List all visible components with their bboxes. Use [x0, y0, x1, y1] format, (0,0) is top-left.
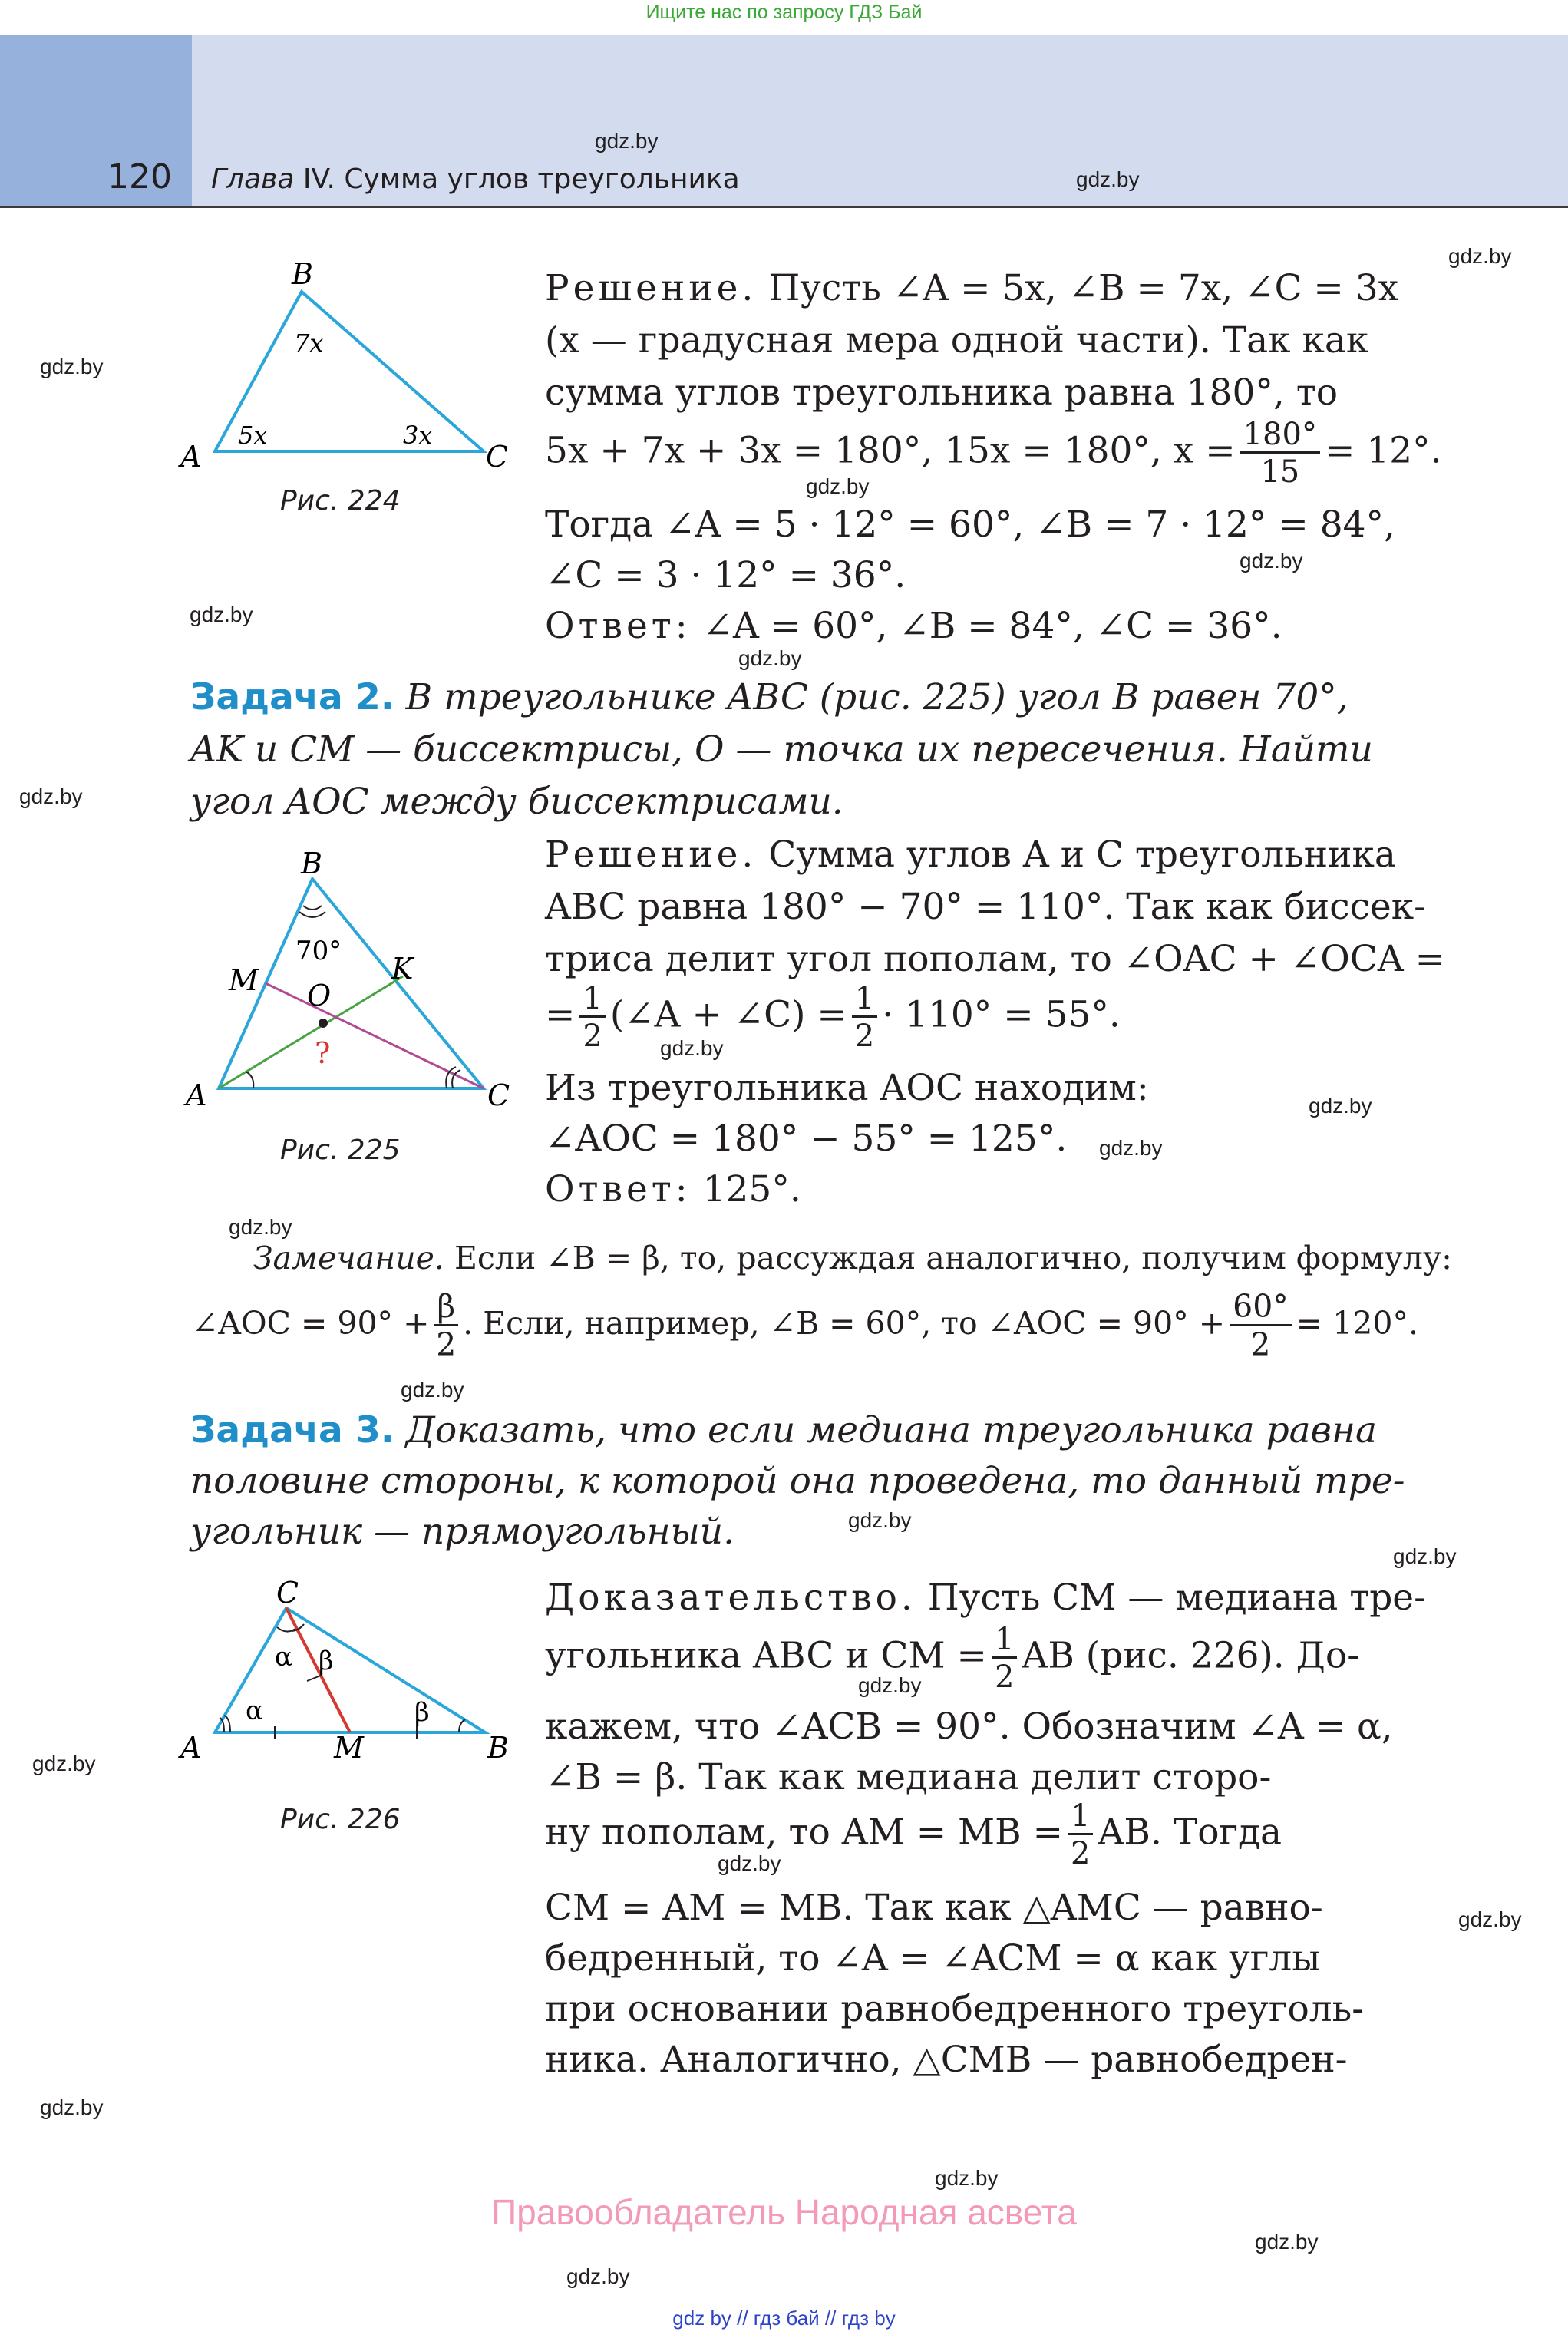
- watermark: gdz.by: [935, 2166, 999, 2190]
- svg-text:O: O: [307, 979, 332, 1012]
- task3-statement: Задача 3. Доказать, что если медиана треугольника равна половине стороны, к которой она проведена, то данный тре- угольник — прямоугольный.: [190, 1409, 1405, 1553]
- watermark: gdz.by: [19, 784, 83, 808]
- watermark: gdz.by: [1255, 2230, 1319, 2254]
- task1-solution: Решение. Пусть ∠A = 5x, ∠B = 7x, ∠C = 3x (x — градусная мера одной части). Так как сумма углов треугольника равна 180°, то 5x + 7x + 3x = 180°, 15x = 180°, x = $\frac{180^\circ}{15}$ = 12°. Тогда ∠A = 5 · 12° = 60°, ∠B = 7 · 12° = 84°, ∠C = 3 · 12° = 36°. Ответ: ∠A = 60°, ∠B = 84°, ∠C = 36°.: [545, 267, 1442, 647]
- vertex-label-c: C: [486, 440, 509, 474]
- watermark: gdz.by: [738, 646, 802, 670]
- watermark: gdz.by: [1240, 549, 1303, 573]
- figure-226: [169, 1574, 530, 1804]
- watermark: gdz.by: [595, 129, 659, 153]
- watermark: gdz.by: [40, 2095, 104, 2119]
- task2-solution: Решение. Сумма углов A и C треугольника ABC равна 180° − 70° = 110°. Так как биссек- триса делит угол пополам, то ∠OAC + ∠OCA = = $\frac{1}{2}$ (∠A + ∠C) = $\frac{1}{2}$ · 110° = 55°. Из треугольника AOC находим: ∠AOC = 180° − 55° = 125°. Ответ: 125°.: [545, 834, 1445, 1210]
- watermark: gdz.by: [566, 2264, 630, 2288]
- copyright-notice: Правообладатель Народная асвета: [491, 2192, 1077, 2232]
- chapter-title: Глава IV. Сумма углов треугольника: [211, 163, 740, 195]
- svg-text:C: C: [487, 1078, 510, 1112]
- svg-text:M: M: [334, 1731, 364, 1765]
- svg-text:K: K: [391, 952, 414, 986]
- footer-links[interactable]: gdz by // гдз бай // гдз by: [672, 2307, 896, 2330]
- svg-text:α: α: [275, 1642, 292, 1673]
- svg-text:C: C: [276, 1576, 299, 1610]
- svg-text:70°: 70°: [295, 936, 342, 966]
- watermark: gdz.by: [40, 355, 104, 378]
- svg-text:B: B: [301, 852, 322, 880]
- svg-text:β: β: [319, 1646, 334, 1676]
- figure-225: [169, 852, 530, 1128]
- watermark: gdz.by: [1309, 1094, 1372, 1118]
- watermark: gdz.by: [1393, 1544, 1457, 1568]
- svg-text:B: B: [487, 1731, 509, 1765]
- watermark: gdz.by: [1099, 1136, 1163, 1160]
- watermark: gdz.by: [1458, 1907, 1522, 1931]
- search-banner[interactable]: Ищите нас по запросу ГДЗ Бай: [645, 2, 923, 23]
- watermark: gdz.by: [190, 603, 253, 626]
- vertex-label-a: A: [180, 440, 202, 474]
- figure-caption: Рис. 225: [280, 1134, 401, 1166]
- figure-caption: Рис. 224: [280, 485, 401, 517]
- watermark: gdz.by: [401, 1378, 464, 1402]
- vertex-label-b: B: [292, 261, 313, 291]
- angle-label-a: 5x: [238, 421, 268, 450]
- svg-text:?: ?: [315, 1036, 331, 1070]
- svg-text:β: β: [414, 1697, 430, 1728]
- angle-label-c: 3x: [403, 421, 433, 450]
- watermark: gdz.by: [229, 1215, 292, 1239]
- task2-statement: Задача 2. В треугольнике ABC (рис. 225) угол B равен 70°, AK и CM — биссектрисы, O — точка их пересечения. Найти угол AOC между биссектрисами.: [190, 676, 1373, 823]
- watermark: gdz.by: [848, 1508, 912, 1532]
- svg-text:A: A: [186, 1078, 207, 1112]
- header-rule: [0, 206, 1568, 208]
- watermark: gdz.by: [660, 1036, 724, 1060]
- svg-text:A: A: [180, 1731, 202, 1765]
- angle-label-b: 7x: [294, 329, 324, 358]
- point-o: [319, 1019, 328, 1028]
- task3-proof: Доказательство. Пусть CM — медиана тре- угольника ABC и CM = $\frac{1}{2}$ AB (рис. 226). До- кажем, что ∠ACB = 90°. Обозначим ∠A = α, ∠B = β. Так как медиана делит сторо- ну пополам, то AM = MB = $\frac{1}{2}$ AB. Тогда CM = AM = MB. Так как △AMC — равно- бедренный, то ∠A = ∠ACM = α как углы при основании равнобедренного треуголь- ника. Аналогично, △CMB — равнобедрен-: [545, 1577, 1426, 2081]
- bisector-cm: [266, 983, 484, 1088]
- watermark: gdz.by: [858, 1673, 922, 1697]
- svg-text:M: M: [229, 963, 259, 997]
- watermark: gdz.by: [1448, 244, 1512, 268]
- figure-caption: Рис. 226: [280, 1804, 401, 1835]
- watermark: gdz.by: [806, 474, 870, 498]
- page-number: 120: [107, 157, 172, 196]
- remark: Замечание. Если ∠B = β, то, рассуждая аналогично, получим формулу: ∠AOC = 90° + $\frac{\beta}{2}$ . Если, например, ∠B = 60°, то ∠AOC = 90° + $\frac{60^\circ}{2}$ = 120°.: [192, 1240, 1452, 1363]
- svg-text:α: α: [246, 1696, 263, 1726]
- figure-224: [169, 261, 530, 507]
- watermark: gdz.by: [1076, 167, 1140, 191]
- watermark: gdz.by: [718, 1851, 781, 1875]
- watermark: gdz.by: [32, 1752, 96, 1775]
